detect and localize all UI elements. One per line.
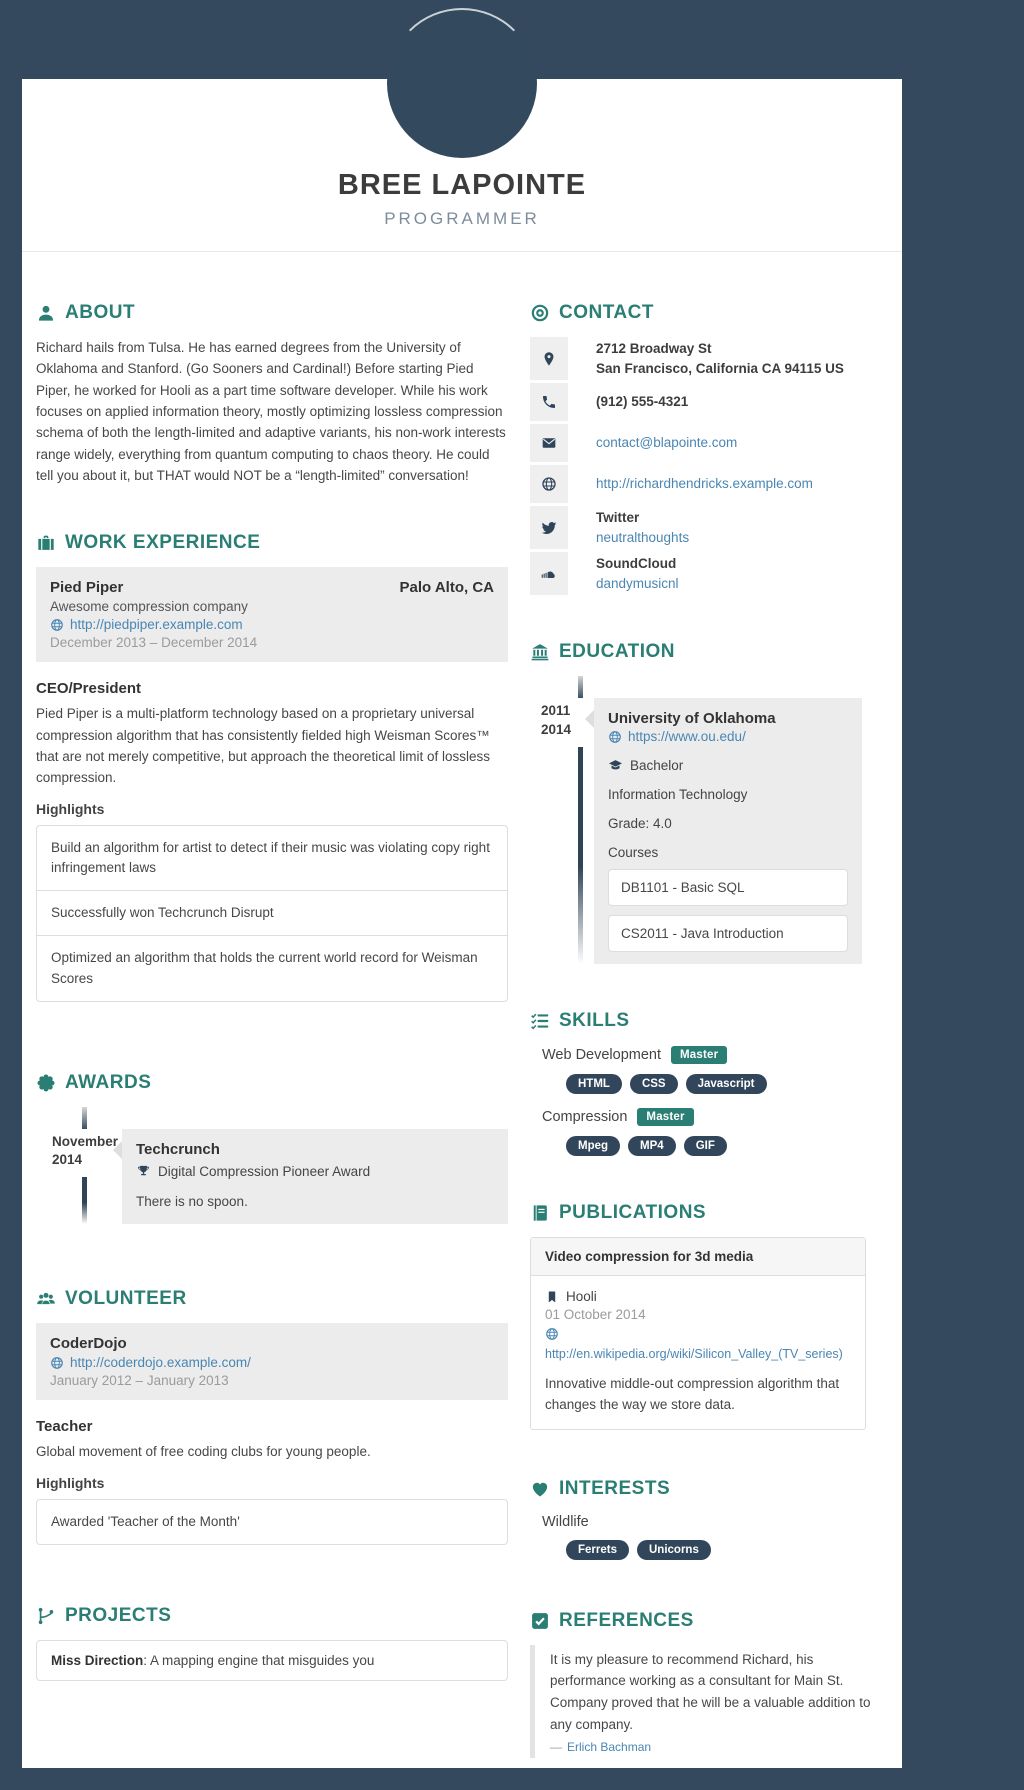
contact-row-soundcloud	[530, 552, 888, 595]
award-title: Digital Compression Pioneer Award	[158, 1163, 371, 1179]
award-date: November 2014	[52, 1133, 119, 1168]
about-heading-label: ABOUT	[65, 302, 136, 323]
contact-row-twitter	[530, 506, 888, 549]
education-degree: Bachelor	[630, 758, 684, 774]
work-highlight-item: Optimized an algorithm that holds the current world record for Weisman Scores	[37, 935, 507, 1001]
heart-icon	[530, 1479, 550, 1499]
globe-icon	[541, 476, 557, 492]
resume-card	[22, 79, 902, 1768]
users-icon	[36, 1289, 56, 1309]
education-course-item: CS2011 - Java Introduction	[608, 915, 848, 952]
project-name: Miss Direction	[51, 1652, 144, 1668]
work-highlight-item: Successfully won Techcrunch Disrupt	[37, 890, 507, 935]
work-company-location: Palo Alto, CA	[399, 579, 494, 597]
awards-heading-label: AWARDS	[65, 1071, 152, 1093]
publication-title: Video compression for 3d media	[531, 1238, 865, 1276]
bank-icon	[530, 642, 550, 662]
references-heading	[530, 1610, 888, 1632]
contact-phone: (912) 555-4321	[596, 394, 689, 410]
interest-name: Wildlife	[542, 1513, 589, 1530]
contact-email-link[interactable]: contact@blapointe.com	[596, 435, 738, 451]
envelope-icon	[541, 435, 557, 451]
publications-heading	[530, 1202, 888, 1224]
trophy-icon	[136, 1164, 151, 1179]
education-course-item: DB1101 - Basic SQL	[608, 869, 848, 906]
contact-website-link[interactable]: http://richardhendricks.example.com	[596, 476, 813, 492]
interests-heading-label: INTERESTS	[559, 1477, 671, 1499]
project-separator: :	[143, 1652, 151, 1668]
work-highlights-label: Highlights	[36, 800, 105, 817]
skill-keyword-pill: GIF	[684, 1136, 727, 1156]
award-card	[122, 1129, 508, 1224]
award-summary: There is no spoon.	[136, 1193, 248, 1209]
section-education	[530, 641, 888, 964]
section-volunteer	[36, 1288, 508, 1545]
section-contact	[530, 302, 888, 595]
contact-row-phone	[530, 383, 888, 421]
skills-heading	[530, 1010, 888, 1032]
education-heading-label: EDUCATION	[559, 641, 676, 663]
skill-item-name: Web Development Master	[542, 1046, 888, 1064]
work-highlights-list	[36, 825, 508, 1002]
work-company-tagline: Awesome compression company	[50, 599, 248, 615]
volunteer-org-website-link[interactable]: http://coderdojo.example.com/	[70, 1355, 251, 1371]
education-dates: 2011 2014	[541, 703, 572, 737]
education-heading	[530, 641, 888, 663]
contact-row-website	[530, 465, 888, 503]
map-marker-icon	[541, 351, 557, 367]
awards-timeline	[36, 1107, 508, 1224]
work-highlight-item: Build an algorithm for artist to detect if their music was violating copy right infringement laws	[51, 839, 490, 875]
section-projects	[36, 1605, 508, 1681]
reference-name-link[interactable]: Erlich Bachman	[567, 1740, 652, 1755]
reference-quote-block	[530, 1645, 888, 1758]
section-about	[36, 302, 508, 486]
contact-row-email	[530, 424, 888, 462]
education-website-link[interactable]: https://www.ou.edu/	[628, 729, 746, 745]
code-branch-icon	[36, 1606, 56, 1626]
timeline-bar-bottom	[578, 747, 583, 965]
skill-keywords	[566, 1074, 888, 1094]
work-heading-label: WORK EXPERIENCE	[65, 532, 261, 554]
skill-keyword-pill: Mpeg	[566, 1136, 620, 1156]
education-grade: Grade: 4.0	[608, 816, 672, 832]
volunteer-summary: Global movement of free coding clubs for young people.	[36, 1444, 371, 1460]
reference-attribution	[550, 1740, 888, 1754]
contact-profile-network: SoundCloud	[596, 556, 677, 572]
seal-icon	[36, 1073, 56, 1093]
volunteer-heading	[36, 1288, 508, 1310]
projects-heading	[36, 1605, 508, 1627]
skill-keywords	[566, 1136, 888, 1156]
contact-row-address	[530, 337, 888, 380]
briefcase-icon	[36, 533, 56, 553]
timeline-bar-top	[578, 676, 583, 698]
references-heading-label: REFERENCES	[559, 1609, 694, 1631]
bullseye-icon	[530, 303, 550, 323]
reference-dash: —	[550, 1740, 562, 1755]
avatar	[387, 8, 537, 158]
work-heading	[36, 532, 508, 554]
project-description: A mapping engine that misguides you	[150, 1652, 375, 1668]
publication-summary: Innovative middle-out compression algorithm that changes the way we store data.	[545, 1375, 840, 1412]
publication-url-link[interactable]: http://en.wikipedia.org/wiki/Silicon_Valley_(TV_series)	[545, 1347, 843, 1362]
skills-heading-label: SKILLS	[559, 1010, 630, 1032]
check-square-icon	[530, 1611, 550, 1631]
skill-level-badge: Master	[671, 1046, 727, 1064]
awards-heading	[36, 1072, 508, 1094]
bookmark-icon	[545, 1290, 559, 1304]
education-card	[594, 698, 862, 964]
user-icon	[36, 303, 56, 323]
section-interests	[530, 1478, 888, 1560]
publication-card	[530, 1237, 866, 1429]
volunteer-highlight-item: Awarded 'Teacher of the Month'	[51, 1513, 240, 1529]
book-icon	[530, 1203, 550, 1223]
contact-profile-network: Twitter	[596, 510, 640, 526]
publications-heading-label: PUBLICATIONS	[559, 1202, 707, 1224]
volunteer-org-card	[36, 1323, 508, 1400]
interest-keyword-pill: Unicorns	[637, 1540, 711, 1560]
contact-heading-label: CONTACT	[559, 302, 654, 323]
skill-keyword-pill: CSS	[630, 1074, 678, 1094]
work-position-title: CEO/President	[36, 680, 142, 698]
interest-keyword-pill: Ferrets	[566, 1540, 629, 1560]
phone-icon	[541, 394, 557, 410]
soundcloud-icon	[541, 566, 557, 582]
skill-keyword-pill: HTML	[566, 1074, 622, 1094]
reference-quote: It is my pleasure to recommend Richard, his performance working as a consultant for Main St. Company proved that he will be a valuable addition to any company.	[550, 1651, 871, 1732]
project-item	[36, 1640, 508, 1681]
publication-publisher: Hooli	[566, 1289, 597, 1305]
about-heading	[36, 302, 508, 324]
volunteer-heading-label: VOLUNTEER	[65, 1288, 187, 1310]
about-text: Richard hails from Tulsa. He has earned degrees from the University of Oklahoma and Stanford. (Go Sooners and Cardinal!) Before starting Pied Piper, he worked for Hooli as a part time software developer. While his work focuses on applied information theory, mostly optimizing lossless compression schema of both the length-limited and adaptive variants, his non-work interests range widely, everything from quantum computing to chaos theory. He could tell you about it, but THAT would NOT be a “length-limited” conversation!	[36, 340, 506, 483]
volunteer-dates: January 2012 – January 2013	[50, 1373, 229, 1389]
person-name: BREE LAPOINTE	[337, 169, 587, 201]
publication-date: 01 October 2014	[545, 1307, 646, 1323]
projects-heading-label: PROJECTS	[65, 1604, 172, 1626]
education-institution: University of Oklahoma	[608, 710, 776, 728]
education-courses-label: Courses	[608, 845, 659, 861]
graduation-cap-icon	[608, 758, 623, 773]
twitter-icon	[541, 520, 557, 536]
work-company-website-link[interactable]: http://piedpiper.example.com	[70, 617, 243, 633]
contact-twitter-username-link[interactable]: neutralthoughts	[596, 529, 690, 545]
section-skills	[530, 1010, 888, 1156]
volunteer-highlights-label: Highlights	[36, 1474, 105, 1491]
contact-heading	[530, 302, 888, 324]
timeline-bar-bottom	[82, 1177, 87, 1224]
skill-keyword-pill: MP4	[628, 1136, 676, 1156]
volunteer-org-name: CoderDojo	[50, 1335, 127, 1353]
globe-icon	[608, 730, 622, 744]
volunteer-highlights-list	[36, 1499, 508, 1545]
section-awards	[36, 1072, 508, 1224]
contact-soundcloud-username-link[interactable]: dandymusicnl	[596, 575, 679, 591]
interest-keywords	[566, 1540, 888, 1560]
contact-address-line1: 2712 Broadway St	[596, 341, 712, 356]
globe-icon	[50, 1356, 64, 1370]
timeline-bar-top	[82, 1107, 87, 1129]
education-timeline	[530, 676, 862, 964]
skill-item-name: Compression Master	[542, 1108, 888, 1126]
work-company-name: Pied Piper	[50, 579, 124, 597]
person-job-title: PROGRAMMER	[384, 209, 540, 228]
interests-heading	[530, 1478, 888, 1500]
work-summary: Pied Piper is a multi-platform technology based on a proprietary universal compression algorithm that has consistently fielded high Weisman Scores™ that are not merely competitive, but approach the theoretical limit of lossless compression.	[36, 706, 490, 786]
globe-icon	[545, 1327, 559, 1341]
skill-keyword-pill: Javascript	[686, 1074, 767, 1094]
section-work	[36, 532, 508, 1002]
work-company-card	[36, 567, 508, 662]
work-dates: December 2013 – December 2014	[50, 635, 258, 651]
task-list-icon	[530, 1011, 550, 1031]
globe-icon	[50, 618, 64, 632]
contact-address-line2: San Francisco, California CA 94115 US	[596, 360, 844, 376]
education-area: Information Technology	[608, 787, 748, 803]
award-awarder: Techcrunch	[136, 1140, 220, 1158]
section-references	[530, 1610, 888, 1758]
volunteer-position-title: Teacher	[36, 1418, 93, 1436]
skill-level-badge: Master	[637, 1108, 693, 1126]
section-publications	[530, 1202, 888, 1429]
